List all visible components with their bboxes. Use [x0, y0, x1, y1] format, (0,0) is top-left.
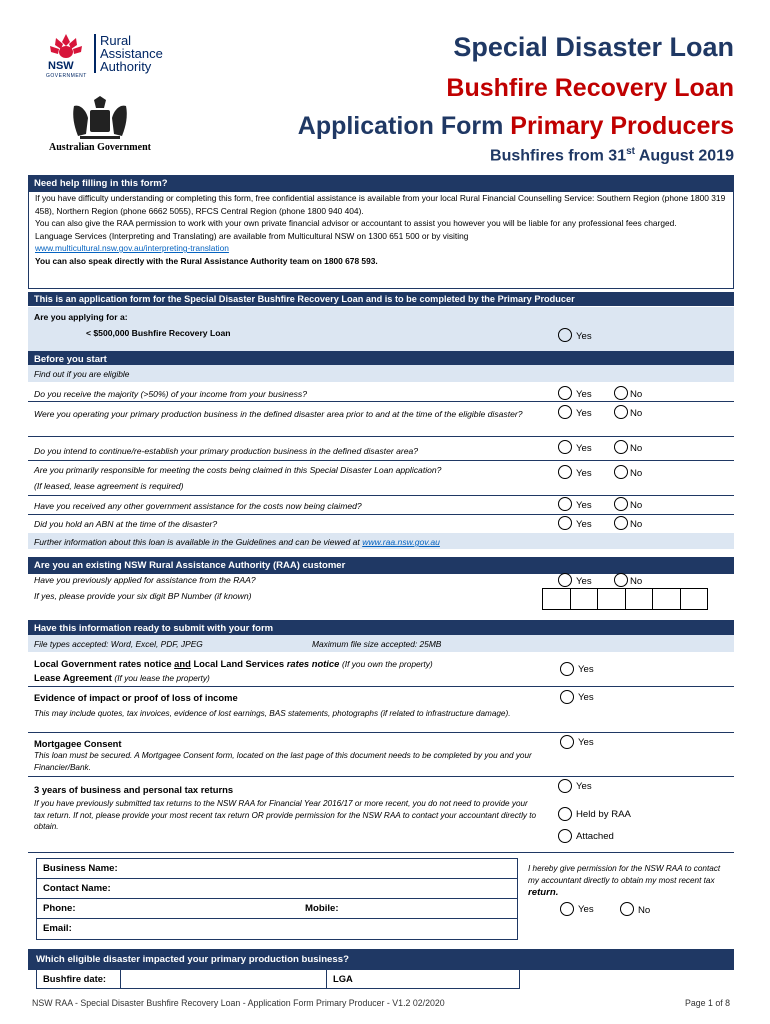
q1-yes-radio[interactable]: [558, 386, 572, 400]
loan-option-yes-label: Yes: [576, 331, 592, 342]
q4-no-radio[interactable]: [614, 465, 628, 479]
permission-yes-label: Yes: [578, 904, 594, 915]
phone-row[interactable]: [37, 899, 517, 919]
before-subheading: Find out if you are eligible: [34, 369, 130, 379]
existing-no-radio[interactable]: [614, 573, 628, 587]
multicultural-link[interactable]: www.multicultural.nsw.gov.au/interpreting-translation: [35, 243, 229, 253]
q5-no-label: No: [630, 500, 643, 511]
divider: [28, 732, 734, 733]
q1-yes-label: Yes: [576, 389, 592, 400]
mortgagee-yes-radio[interactable]: [560, 735, 574, 749]
contact-name-label: Contact Name:: [43, 883, 111, 894]
q1-no-label: No: [630, 389, 643, 400]
tax-yes-radio[interactable]: [558, 779, 572, 793]
question-operating: Were you operating your primary production business in the defined disaster area prior to and at the time of the eligible disaster?: [34, 409, 523, 419]
q2-yes-label: Yes: [576, 408, 592, 419]
tax-attached-radio[interactable]: [558, 829, 572, 843]
question-responsible: Are you primarily responsible for meeting the costs being claimed in this Special Disaster Loan application?: [34, 465, 442, 475]
question-abn: Did you hold an ABN at the time of the disaster?: [34, 519, 218, 529]
raa-wordmark: [94, 34, 163, 73]
help-paragraph-3: Language Services (Interpreting and Translating) are available from Multicultural NSW on 1300 651 500 or by visiting: [35, 230, 469, 241]
bp-digit-6[interactable]: [681, 589, 708, 609]
intro-banner: This is an application form for the Special Disaster Bushfire Recovery Loan and is to be completed by the Primary Producer: [28, 292, 734, 306]
bp-digit-2[interactable]: [571, 589, 599, 609]
disaster-heading: Which eligible disaster impacted your primary production business?: [28, 949, 734, 970]
divider: [28, 401, 734, 402]
form-title-part-1: Application Form: [297, 112, 504, 140]
q5-yes-label: Yes: [576, 500, 592, 511]
bp-digit-4[interactable]: [626, 589, 654, 609]
form-title-part-2: Primary Producers: [510, 112, 734, 140]
raa-website-link[interactable]: www.raa.nsw.gov.au: [362, 537, 440, 547]
evidence-yes-label: Yes: [578, 692, 594, 703]
footer-page-number: Page 1 of 8: [685, 998, 730, 1008]
permission-no-label: No: [638, 905, 651, 916]
divider: [28, 776, 734, 777]
permission-yes-radio[interactable]: [560, 902, 574, 916]
further-info: [28, 537, 734, 547]
q4-yes-radio[interactable]: [558, 465, 572, 479]
q2-no-radio[interactable]: [614, 405, 628, 419]
q6-no-radio[interactable]: [614, 516, 628, 530]
q2-no-label: No: [630, 408, 643, 419]
divider: [28, 460, 734, 461]
rates-yes-radio[interactable]: [560, 662, 574, 676]
email-row[interactable]: [37, 919, 517, 939]
contact-name-row[interactable]: [37, 879, 517, 899]
mortgagee-yes-label: Yes: [578, 737, 594, 748]
evidence-note: This may include quotes, tax invoices, evidence of lost earnings, BAS statements, photographs (if related to infrastructure damage).: [34, 709, 511, 718]
divider: [28, 436, 734, 437]
nsw-wordmark: NSW: [48, 60, 74, 72]
lease-agreement-item: [28, 672, 734, 683]
rates-notice-part-3: rates notice: [284, 658, 340, 669]
nsw-government-label: GOVERNMENT: [46, 73, 87, 79]
q3-no-label: No: [630, 443, 643, 454]
file-types: File types accepted: Word, Excel, PDF, JPEG: [34, 639, 203, 649]
tax-yes-label: Yes: [576, 781, 592, 792]
bushfire-date-part-2: August 2019: [635, 147, 734, 165]
raa-line-3: Authority: [100, 59, 152, 74]
rates-yes-label: Yes: [578, 664, 594, 675]
divider: [28, 495, 734, 496]
help-section: [28, 188, 734, 289]
raa-line-1: Rural: [100, 33, 132, 48]
permission-no-radio[interactable]: [620, 902, 634, 916]
tax-held-radio[interactable]: [558, 807, 572, 821]
q6-yes-label: Yes: [576, 519, 592, 530]
q6-no-label: No: [630, 519, 643, 530]
existing-customer-heading: Are you an existing NSW Rural Assistance Authority (RAA) customer: [28, 557, 734, 574]
q4-no-label: No: [630, 468, 643, 479]
bp-number-input[interactable]: [542, 588, 708, 610]
footer-document-info: NSW RAA - Special Disaster Bushfire Recovery Loan - Application Form Primary Producer - V1.2 02/2020: [32, 998, 445, 1008]
divider: [28, 514, 734, 515]
page-title: Special Disaster Loan: [453, 32, 734, 62]
business-name-row[interactable]: [37, 859, 517, 879]
rates-notice-and: and: [174, 658, 191, 669]
evidence-item: Evidence of impact or proof of loss of income: [34, 692, 238, 703]
ready-heading: Have this information ready to submit with your form: [28, 620, 734, 637]
tax-held-label: Held by RAA: [576, 809, 631, 820]
evidence-yes-radio[interactable]: [560, 690, 574, 704]
before-heading: Before you start: [28, 351, 734, 368]
lease-agreement-note: (If you lease the property): [114, 673, 210, 683]
australian-government-label: Australian Government: [49, 142, 151, 153]
divider: [28, 686, 734, 687]
mortgagee-item: Mortgagee Consent: [34, 738, 122, 749]
q5-yes-radio[interactable]: [558, 497, 572, 511]
help-paragraph-2: You can also give the RAA permission to work with your own private financial advisor or accountant to assist you however you will be liable for any professional fees charged.: [35, 218, 677, 228]
existing-yes-label: Yes: [576, 576, 592, 587]
q2-yes-radio[interactable]: [558, 405, 572, 419]
loan-option-radio[interactable]: [558, 328, 572, 342]
page-subtitle: Bushfire Recovery Loan: [446, 74, 734, 102]
accountant-permission-bold: return.: [528, 887, 559, 898]
rates-notice-part-2: Local Land Services: [193, 658, 285, 669]
question-income: Do you receive the majority (>50%) of your income from your business?: [34, 389, 307, 399]
australian-government-crest: [44, 96, 156, 156]
q6-yes-radio[interactable]: [558, 516, 572, 530]
applying-question: Are you applying for a:: [34, 312, 128, 322]
question-other-assistance: Have you received any other government assistance for the costs now being claimed?: [34, 501, 362, 511]
business-name-label: Business Name:: [43, 863, 118, 874]
question-responsible-note: (If leased, lease agreement is required): [34, 481, 184, 491]
lga-label: LGA: [333, 973, 353, 984]
bp-digit-3[interactable]: [598, 589, 626, 609]
rates-notice-item: [28, 658, 734, 669]
bp-digit-1[interactable]: [543, 589, 571, 609]
email-label: Email:: [43, 923, 72, 934]
tax-returns-note: If you have previously submitted tax returns to the NSW RAA for Financial Year 2016/17 or more recent, you do not need to provide your tax return. If not, please provide your most recent tax return OR provide permission for the NSW RAA to contact your accountant directly to obtain.: [34, 799, 537, 831]
further-info-text: Further information about this loan is available in the Guidelines and can be viewed at: [34, 537, 360, 547]
lease-agreement-label: Lease Agreement: [34, 672, 112, 683]
loan-option-label: < $500,000 Bushfire Recovery Loan: [86, 328, 231, 338]
divider: [28, 852, 734, 853]
q1-no-radio[interactable]: [614, 386, 628, 400]
q5-no-radio[interactable]: [614, 497, 628, 511]
bp-number-prompt: If yes, please provide your six digit BP Number (if known): [34, 591, 252, 601]
phone-label: Phone:: [43, 903, 76, 914]
bushfire-date-input[interactable]: [121, 970, 327, 988]
bushfire-date-sup: st: [626, 146, 635, 157]
bushfire-date-label: Bushfire date:: [37, 970, 121, 988]
form-title: [298, 112, 734, 141]
disaster-row: [36, 969, 520, 989]
tax-attached-label: Attached: [576, 831, 614, 842]
accountant-permission-text: I hereby give permission for the NSW RAA to contact my accountant directly to obtain my most recent tax: [528, 864, 721, 885]
coat-of-arms-icon: [44, 96, 156, 142]
bushfire-date-heading: [490, 146, 734, 165]
rates-notice-part-1: Local Government rates notice: [34, 658, 172, 669]
max-file-size: Maximum file size accepted: 25MB: [312, 639, 442, 649]
mortgagee-note: This loan must be secured. A Mortgagee Consent form, located on the last page of this document needs to be completed by you and your Financier/Bank.: [34, 751, 532, 772]
bp-digit-5[interactable]: [653, 589, 681, 609]
existing-no-label: No: [630, 576, 643, 587]
rates-notice-note: (If you own the property): [341, 659, 433, 669]
nsw-raa-logo: [44, 32, 184, 80]
question-previously-applied: Have you previously applied for assistance from the RAA?: [34, 575, 256, 585]
existing-yes-radio[interactable]: [558, 573, 572, 587]
help-heading: Need help filling in this form?: [28, 175, 734, 192]
accountant-permission: [528, 863, 728, 899]
tax-returns-item: 3 years of business and personal tax returns: [34, 784, 234, 795]
q3-yes-label: Yes: [576, 443, 592, 454]
help-paragraph-1: If you have difficulty understanding or completing this form, free confidential assistance is available from your local Rural Financial Counselling Service: Southern Region (phone 1800 319 458), Northern Region (phone 6662 5055), RFCS Central Region (phone 1800 940 404).: [35, 193, 726, 216]
q4-yes-label: Yes: [576, 468, 592, 479]
help-paragraph-4: You can also speak directly with the Rural Assistance Authority team on 1800 678 593.: [35, 255, 378, 266]
q3-no-radio[interactable]: [614, 440, 628, 454]
question-continue: Do you intend to continue/re-establish your primary production business in the defined disaster area?: [34, 446, 419, 456]
contact-details-box: [36, 858, 518, 940]
bushfire-date-part-1: Bushfires from 31: [490, 147, 627, 165]
raa-line-2: Assistance: [100, 46, 163, 61]
q3-yes-radio[interactable]: [558, 440, 572, 454]
mobile-label: Mobile:: [305, 903, 339, 914]
